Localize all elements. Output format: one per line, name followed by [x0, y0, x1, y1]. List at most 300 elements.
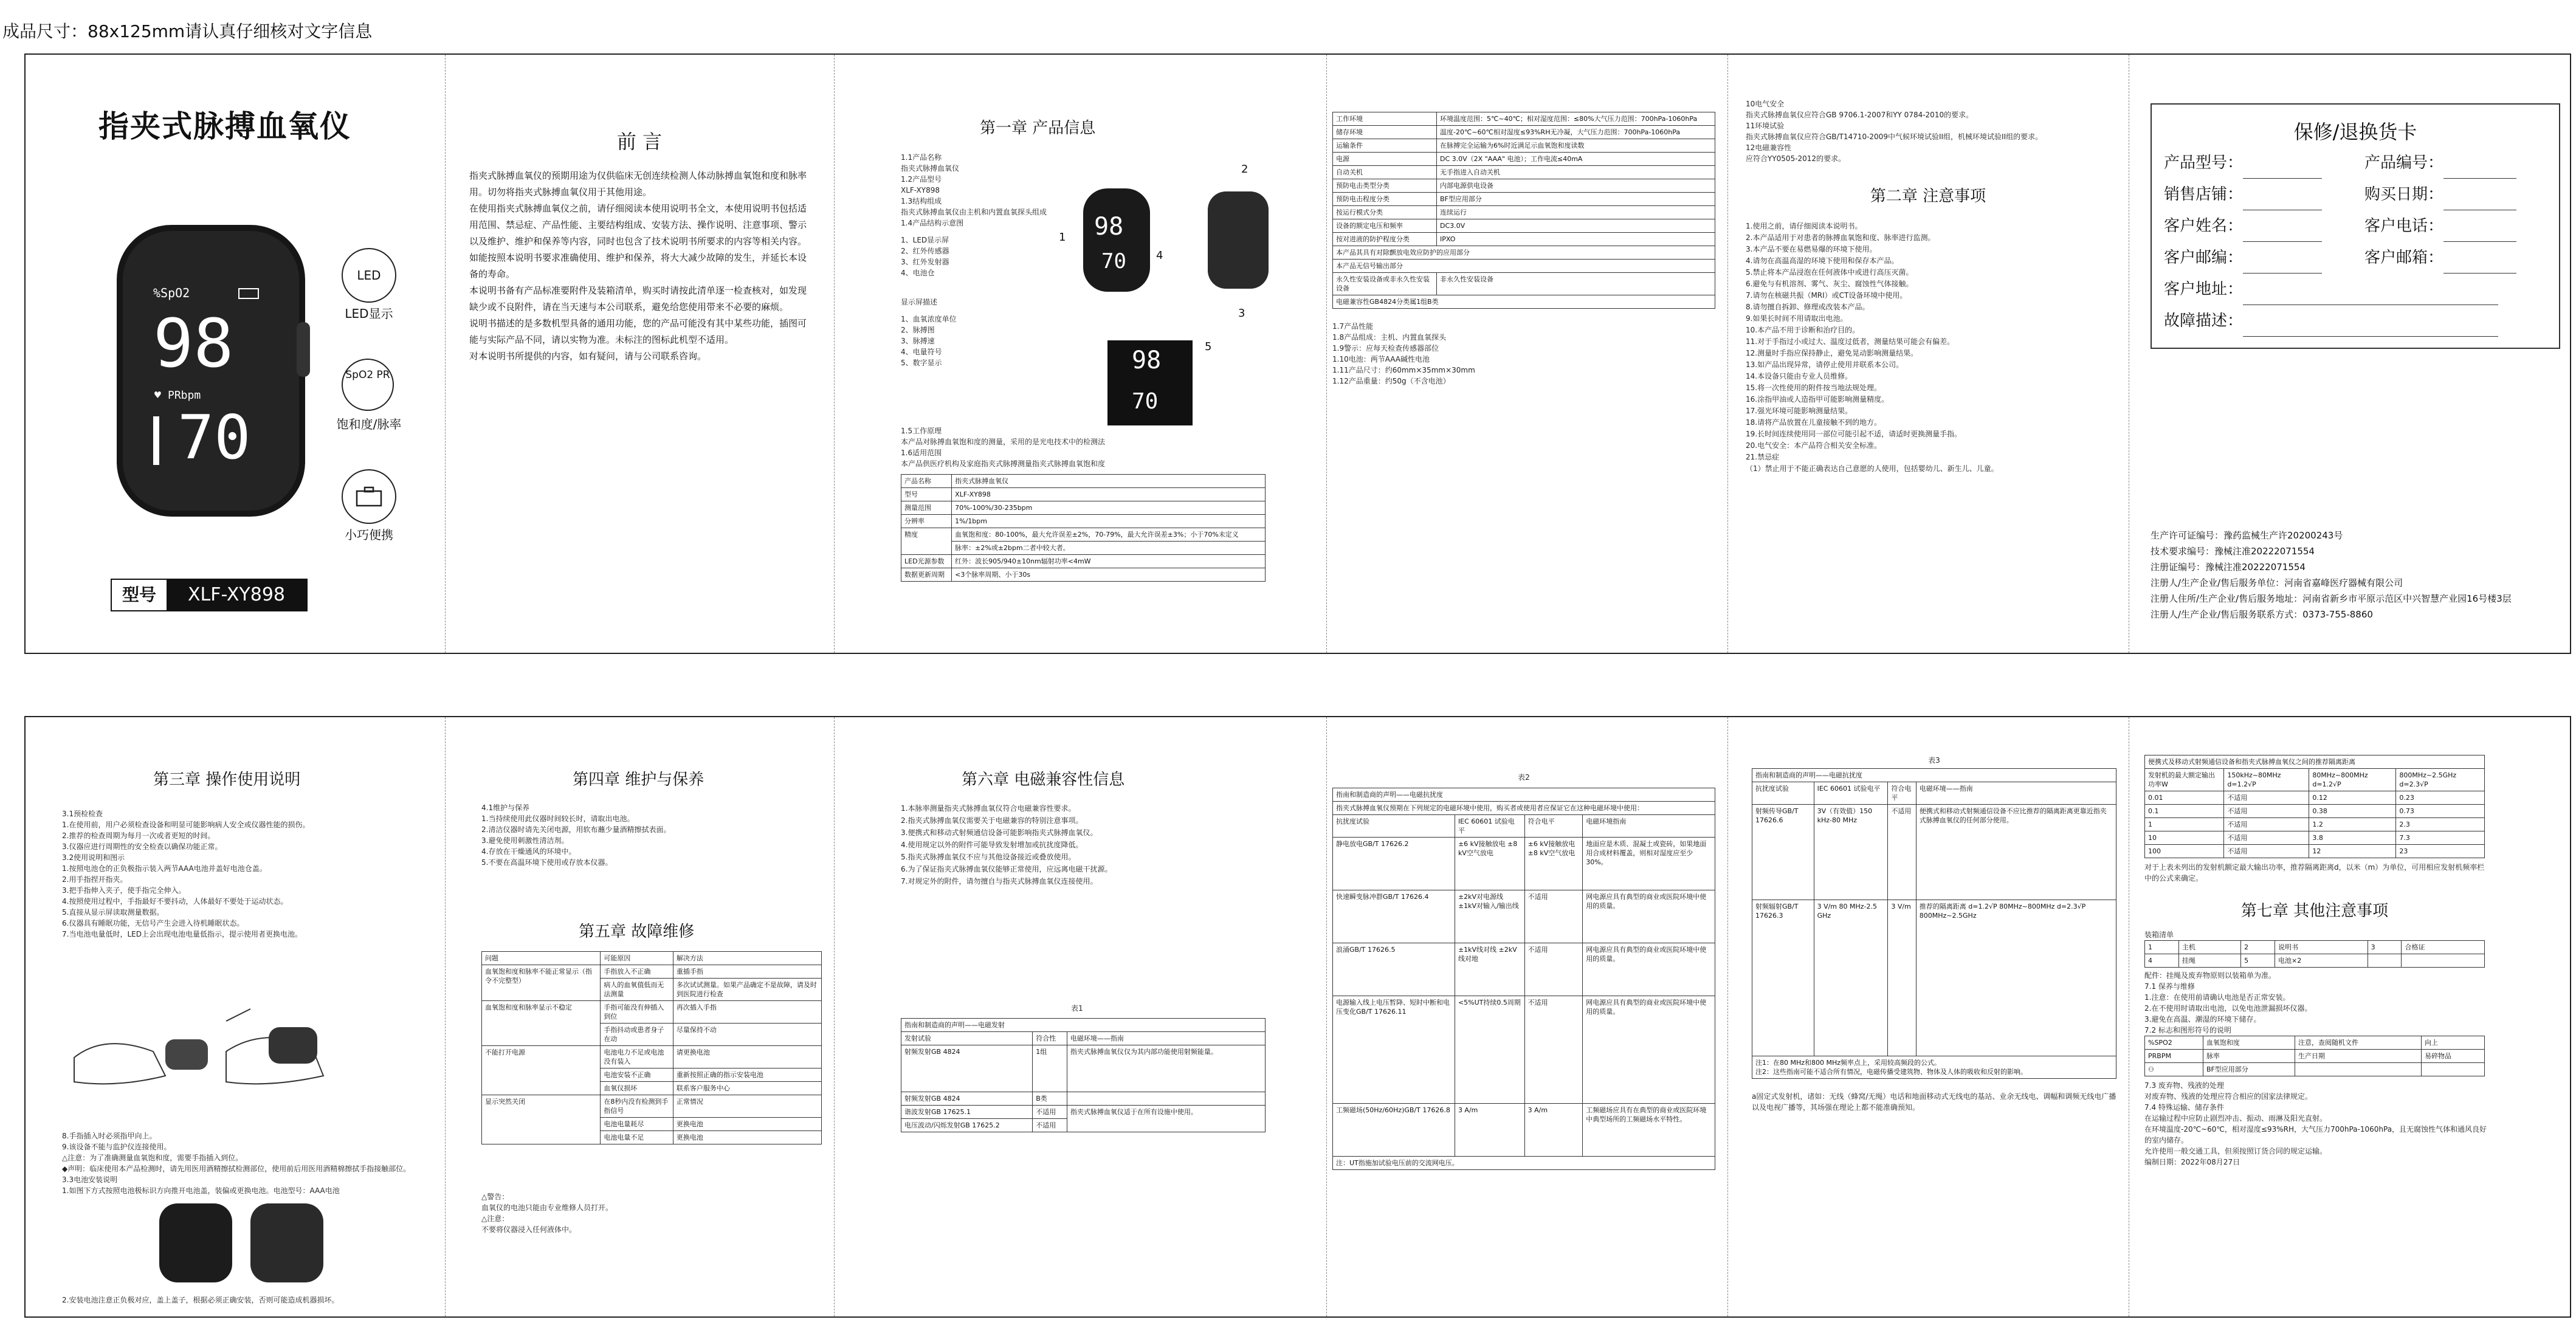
- table-cell: 无手指进入自动关机: [1437, 166, 1715, 179]
- table-row: [1333, 273, 1715, 295]
- cover-title: 指夹式脉搏血氧仪: [98, 109, 351, 144]
- table-cell: 2.3: [2396, 818, 2485, 831]
- table-cell: 射频传导GB/T 17626.6: [1752, 805, 1814, 900]
- ch7-item: 7.2 标志和图形符号的说明: [2144, 1026, 2231, 1034]
- table2-page: [1332, 772, 1715, 1307]
- spec-note: 1.9警示：应每天检查传感器部位: [1332, 344, 1439, 353]
- warranty-field: 客户地址：: [2164, 274, 2498, 305]
- note-item: 14.本设备只能由专业人员维修。: [1746, 372, 1853, 380]
- ch7-item: 配件：挂绳及废弃物原则以装箱单为准。: [2144, 971, 2276, 980]
- table-cell: <5%UT持续0.5周期: [1455, 996, 1524, 1104]
- table-cell: 设备的额定电压和频率: [1333, 219, 1437, 233]
- table-cell: <3个脉率周期、小于30s: [952, 568, 1266, 582]
- table-cell: [2421, 1063, 2484, 1076]
- table-cell: 静电放电GB/T 17626.2: [1333, 838, 1455, 890]
- battery-icon: [238, 288, 259, 299]
- table-cell: 便携式和移动式射频通信设备不应比推荐的隔离距离更靠近指夹式脉搏血氧仪的任何部分使用。: [1916, 805, 2116, 900]
- table-row: [901, 515, 1266, 528]
- table-cell: 推荐的隔离距离 d=1.2√P 80MHz~800MHz d=2.3√P 800MHz~2.5GHz: [1916, 900, 2116, 1056]
- table-cell: 0.38: [2309, 805, 2396, 818]
- chapter7-page: [2144, 755, 2564, 1314]
- table-row: [482, 952, 822, 965]
- preface-paragraph: 对本说明书所提供的内容，如有疑问，请与公司联系咨询。: [469, 351, 707, 362]
- spec-note: 1.7产品性能: [1332, 322, 1374, 331]
- table-cell: 0.73: [2396, 805, 2485, 818]
- ch7-item: 3.避免在高温、潮湿的环境下储存。: [2144, 1015, 2261, 1024]
- table-cell: 7.3: [2396, 831, 2485, 845]
- step: 7.当电池电量低时，LED上会出现电池电量低指示，提示使用者更换电池。: [62, 930, 302, 938]
- table-cell: 射频发射GB 4824: [901, 1092, 1033, 1106]
- table-cell: 注意，查阅随机文件: [2295, 1036, 2421, 1050]
- table-cell: 指南和制造商的声明——电磁抗扰度: [1333, 788, 1715, 802]
- table-cell: 脉率：±2%或±2bpm二者中较大者。: [952, 542, 1266, 555]
- table-cell: 1.2: [2309, 818, 2396, 831]
- table-row: [1333, 179, 1715, 193]
- step: 9.该设备不能与监护仪连接使用。: [62, 1143, 171, 1151]
- table-cell: 运输条件: [1333, 139, 1437, 153]
- table-cell: [1067, 1092, 1265, 1106]
- ch7-tail: 编制日期：2022年08月27日: [2144, 1158, 2240, 1166]
- chapter2-title: 第二章 注意事项: [1870, 187, 1986, 205]
- table-cell: 符合电平: [1888, 782, 1916, 805]
- heart-icon: ♥: [154, 389, 161, 402]
- step: △注意：为了准确测量血氧饱和度，需要手指插入到位。: [62, 1154, 243, 1162]
- table-row: [1333, 295, 1715, 309]
- model-box: [111, 579, 308, 611]
- table-row: [1333, 126, 1715, 139]
- table-cell: 自动关机: [1333, 166, 1437, 179]
- table3-note: 注1：在80 MHz和800 MHz频率点上，采用较高频段的公式。: [1755, 1059, 1941, 1067]
- table-cell: 主机: [2178, 941, 2240, 954]
- table-cell: 尽量保持不动: [673, 1024, 821, 1046]
- packing-title: 装箱清单: [2144, 931, 2174, 939]
- table-cell: 重插手指: [673, 965, 821, 979]
- table-cell: 指夹式脉搏血氧仪预期在下列规定的电磁环境中使用，购买者或使用者应保证它在这种电磁环境中使用：: [1333, 802, 1715, 815]
- table-cell: 23: [2396, 845, 2485, 858]
- table-row: [1333, 206, 1715, 219]
- table-cell: 注：UT指施加试验电压前的交流网电压。: [1333, 1157, 1715, 1170]
- ch1-line: 指夹式脉搏血氧仪由主机和内置血氧探头组成: [901, 208, 1047, 216]
- legend-item: 3、脉搏速: [901, 337, 935, 345]
- table-row: [1752, 805, 2116, 900]
- warranty-field: 客户邮编：: [2164, 242, 2498, 274]
- table-cell: 抗扰度试验: [1333, 815, 1455, 838]
- table-cell: 挂绳: [2178, 954, 2240, 968]
- emission-table: [901, 1018, 1266, 1132]
- table-cell: 发射试验: [901, 1032, 1033, 1045]
- callout-5: 5: [1205, 340, 1212, 353]
- table-cell: 不适用: [2224, 845, 2309, 858]
- spec-note: 1.11产品尺寸：约60mm×35mm×30mm: [1332, 366, 1475, 374]
- table-row: [901, 1019, 1266, 1032]
- table-cell: 在脉搏完全运输为6%时近满足示血氧饱和度读数: [1437, 139, 1715, 153]
- preface-page: [469, 55, 822, 653]
- ch1-desc: 本产品供医疗机构及家庭指夹式脉搏测量指夹式脉搏血氧饱和度: [901, 459, 1106, 468]
- table-row: [2145, 769, 2485, 791]
- ch7-tail: 对废弃物、残液的处理应符合相应的国家法律规定。: [2144, 1092, 2313, 1101]
- step: 3.仪器应进行周期性的安全检查以确保功能正常。: [62, 842, 222, 851]
- table-cell: 网电源应具有典型的商业或医院环境中使用的质量。: [1583, 996, 1715, 1104]
- bf-symbol-icon: ⚇: [2145, 1063, 2203, 1076]
- emc-item: 2.指夹式脉搏血氧仪需要关于电磁兼容的特别注意事项。: [901, 816, 1083, 825]
- chapter45-page: [481, 717, 828, 1316]
- table-cell: 1组: [1033, 1045, 1067, 1092]
- table1-title: 表1: [1071, 1004, 1083, 1013]
- note-item: 7.请勿在核磁共振（MRI）或CT设备环境中使用。: [1746, 291, 1907, 300]
- device-side-diagram: [1208, 191, 1269, 289]
- table-cell: 70%-100%/30-235bpm: [952, 501, 1266, 515]
- table-cell: ±6 kV接触放电 ±8 kV空气放电: [1524, 838, 1583, 890]
- header-note: 成品尺寸：88x125mm请认真仔细核对文字信息: [2, 21, 373, 41]
- ch7-item: 1.注意：在使用前请确认电池是否正常安装。: [2144, 993, 2290, 1002]
- table-row: [901, 475, 1266, 488]
- table-cell: 不适用: [2224, 831, 2309, 845]
- table-cell: 浪涌GB/T 17626.5: [1333, 943, 1455, 996]
- callout-1: 1: [1059, 231, 1066, 244]
- ch1-line: 1.3结构组成: [901, 197, 942, 205]
- table-cell: 在8秒内没有检测到手指信号: [601, 1095, 673, 1118]
- preface-title: 前 言: [616, 130, 663, 153]
- step: 3.1预检检查: [62, 810, 103, 818]
- maint-item: 5.不要在高温环境下使用或存放本仪器。: [481, 858, 613, 867]
- table-cell: 向上: [2421, 1036, 2484, 1050]
- table-cell: 不适用: [1524, 996, 1583, 1104]
- table-row: [482, 1001, 822, 1024]
- step: 1.在使用前，用户必须检查设备和明显可能影响病人安全或仪器性能的损伤。: [62, 821, 310, 829]
- note-item: 10.本产品不用于诊断和治疗目的。: [1746, 326, 1860, 334]
- chapter1-page: [901, 55, 1290, 653]
- table-cell: 型号: [901, 488, 952, 501]
- table-cell: ±2kV对电源线 ±1kV对输入/输出线: [1455, 890, 1524, 943]
- table-cell: 10: [2145, 831, 2224, 845]
- table-cell: 3 V/m: [1888, 900, 1916, 1056]
- warning-line: 不要将仪器浸入任何液体中。: [481, 1225, 577, 1234]
- chapter2-page: [1746, 98, 2110, 645]
- company-line: 注册人/生产企业/售后服务联系方式：0373-755-8860: [2151, 609, 2373, 620]
- spec-note: 1.10电池：两节AAA碱性电池: [1332, 355, 1430, 363]
- table-row: [901, 542, 1266, 555]
- table-cell: 血氧饱和度：80-100%，最大允许误差±2%，70-79%，最大允许误差±3%；小于70%未定义: [952, 528, 1266, 542]
- legend-item: 1、血氧浓度单位: [901, 315, 957, 323]
- table-row: [1333, 153, 1715, 166]
- table-cell: [2368, 954, 2402, 968]
- note-item: 8.请勿擅自拆卸、修理或改装本产品。: [1746, 303, 1870, 311]
- table-cell: 再次插入手指: [673, 1001, 821, 1024]
- table-cell: 储存环境: [1333, 126, 1437, 139]
- table-cell: 按运行模式分类: [1333, 206, 1437, 219]
- table-cell: 100: [2145, 845, 2224, 858]
- table-cell: 电源: [1333, 153, 1437, 166]
- legend-item: 4、电池仓: [901, 269, 935, 277]
- screen-pr-value: 70: [177, 402, 251, 473]
- model-label: 型号: [122, 585, 156, 605]
- table-cell: 血氧饱和度和脉率显示不稳定: [482, 1001, 601, 1046]
- table-cell: 精度: [901, 528, 952, 555]
- table-row: [901, 555, 1266, 568]
- table-cell: 1%/1bpm: [952, 515, 1266, 528]
- table-cell: 电源输入线上电压暂降、短时中断和电压变化GB/T 17626.11: [1333, 996, 1455, 1104]
- table-cell: 抗扰度试验: [1752, 782, 1814, 805]
- table-cell: IEC 60601 试验电平: [1455, 815, 1524, 838]
- table-cell: 解决方法: [673, 952, 821, 965]
- table-cell: 电池电量不足: [601, 1131, 673, 1144]
- table-cell: 电压波动/闪烁发射GB 17625.2: [901, 1119, 1033, 1132]
- step: 1.如图下方式按照电池极标识方向推开电池盖，装偏或更换电池。电池型号：AAA电池: [62, 1186, 340, 1195]
- table-row: [1333, 996, 1715, 1104]
- note-item: 2.本产品适用于对患者的脉搏血氧饱和度、脉率进行监测。: [1746, 233, 1935, 242]
- ch1-line: XLF-XY898: [901, 186, 940, 194]
- ch7-tail: 允许使用一般交通工具，但须按照订货合同的规定运输。: [2144, 1147, 2327, 1155]
- table-cell: 2: [2241, 941, 2275, 954]
- packing-table: [2144, 940, 2485, 968]
- note-item: 6.避免与有机溶剂、雾气、灰尘、腐蚀性气体接触。: [1746, 280, 1913, 288]
- table-row: [901, 568, 1266, 582]
- legend-item: 2、红外传感器: [901, 247, 949, 255]
- screen-pr-label: PRbpm: [168, 389, 201, 402]
- table-row: [1333, 815, 1715, 838]
- company-line: 生产许可证编号：豫药监械生产许20200243号: [2151, 530, 2343, 541]
- table-cell: 便携式及移动式射频通信设备和指夹式脉搏血氧仪之间的推荐隔离距离: [2145, 755, 2485, 769]
- table-row: [2145, 818, 2485, 831]
- table-cell: 3V（有效值）150 kHz-80 MHz: [1814, 805, 1888, 900]
- finger-insert-illustration: [68, 960, 336, 1118]
- table-row: [1333, 943, 1715, 996]
- legend-item: 5、数字显示: [901, 359, 942, 367]
- table-row: [1752, 900, 2116, 1056]
- table-cell: 请更换电池: [673, 1046, 821, 1068]
- table-cell: 问题: [482, 952, 601, 965]
- table3-paragraph: a固定式发射机，诸如：无线（蜂窝/无绳）电话和地面移动式无线电的基站、业余无线电、调幅和调频无线电广播以及电视广播等，其场强在理论上都不能准确预知。: [1752, 1092, 2116, 1112]
- rf-immunity-table: [1752, 768, 2116, 1079]
- table-cell: ±1kV线对线 ±2kV线对地: [1455, 943, 1524, 996]
- safety-line: 11环境试验: [1746, 122, 1785, 130]
- safety-line: 10电气安全: [1746, 100, 1785, 108]
- table-cell: 正常情况: [673, 1095, 821, 1118]
- table-cell: 快速瞬变脉冲群GB/T 17626.4: [1333, 890, 1455, 943]
- table-cell: 3 A/m: [1524, 1104, 1583, 1157]
- warranty-field: 销售店铺：: [2164, 179, 2498, 210]
- step: ◆声明：临床使用本产品检测时，请先用医用酒精擦拭检测部位，使用前后用医用酒精棉擦拭手指接触部位。: [62, 1165, 411, 1173]
- warranty-field: 客户邮箱：: [2364, 242, 2516, 274]
- table-cell: 指夹式脉搏血氧仪仅为其内部功能使用射频能量。: [1067, 1045, 1265, 1092]
- table-row: [2145, 941, 2485, 954]
- note-item: 17.强光环境可能影响测量结果。: [1746, 407, 1853, 415]
- table-cell: 谐波发射GB 17625.1: [901, 1106, 1033, 1119]
- screen-spo2-label: %SpO2: [153, 286, 190, 300]
- legend-item: 1、LED显示屏: [901, 236, 949, 244]
- table-cell: 内部电源供电设备: [1437, 179, 1715, 193]
- table-cell: 3.8: [2309, 831, 2396, 845]
- table-cell: 5: [2241, 954, 2275, 968]
- table-row: [1333, 193, 1715, 206]
- table-cell: 测量范围: [901, 501, 952, 515]
- chapter5-title: 第五章 故障维修: [579, 923, 695, 941]
- table-cell: 更换电池: [673, 1131, 821, 1144]
- step: 3.3电池安装说明: [62, 1175, 118, 1184]
- note-item: （1）禁止用于不能正确表达自己意愿的人使用，包括婴幼儿、新生儿、儿童。: [1746, 464, 1999, 473]
- note-item: 3.本产品不要在易燃易爆的环境下使用。: [1746, 245, 1877, 253]
- table-row: [1333, 788, 1715, 802]
- note-item: 18.请将产品放置在儿童接触不到的地方。: [1746, 418, 1882, 427]
- note-item: 21.禁忌症: [1746, 453, 1780, 461]
- product-spec-table: [901, 474, 1266, 582]
- table-cell: 更换电池: [673, 1118, 821, 1131]
- warranty-field: 产品型号：: [2164, 147, 2498, 179]
- table-row: [1333, 1104, 1715, 1157]
- table-cell: 不适用: [1033, 1106, 1067, 1119]
- ch7-tail: 在环境温度-20℃~60℃，相对湿度≤93%RH，大气压力700hPa-1060hPa，且无腐蚀性气体和通风良好的室内储存。: [2144, 1125, 2487, 1144]
- table-cell: 不能打开电源: [482, 1046, 601, 1095]
- table-row: [901, 1032, 1266, 1045]
- table-cell: 1: [2145, 818, 2224, 831]
- table-cell: 显示突然关闭: [482, 1095, 601, 1144]
- warranty-field: 产品编号：: [2364, 147, 2516, 179]
- ch1-line: 1.2产品型号: [901, 175, 942, 184]
- legend-item: 3、红外发射器: [901, 258, 949, 266]
- cover-page: [26, 55, 445, 653]
- table-cell: 工频磁场(50Hz/60Hz)GB/T 17626.8: [1333, 1104, 1455, 1157]
- table-row: [2145, 791, 2485, 805]
- table-row: [1752, 769, 2116, 782]
- display-diagram: 98 70: [1107, 340, 1193, 425]
- table-cell: 电磁环境——指南: [1916, 782, 2116, 805]
- table-cell: IEC 60601 试验电平: [1814, 782, 1888, 805]
- safety-line: 应符合YY0505-2012的要求。: [1746, 154, 1846, 163]
- table-cell: 电池×2: [2275, 954, 2368, 968]
- table-cell: 血氧饱和度: [2203, 1036, 2295, 1050]
- table-cell: 射频辐射GB/T 17626.3: [1752, 900, 1814, 1056]
- troubleshoot-table: [481, 951, 822, 1144]
- table-cell: 连续运行: [1437, 206, 1715, 219]
- table-cell: 1: [2145, 941, 2179, 954]
- table-cell: 血氧仪损坏: [601, 1082, 673, 1095]
- table2-title: 表2: [1518, 773, 1530, 782]
- note-item: 5.禁止将本产品浸泡在任何液体中或进行高压灭菌。: [1746, 268, 1913, 277]
- table-cell: 150kHz~80MHz d=1.2√P: [2224, 769, 2309, 791]
- table-cell: 温度-20℃~60℃相对湿度≤93%RH无冷凝，大气压力范围：700hPa-1060hPa: [1437, 126, 1715, 139]
- table-cell: BF型应用部分: [2203, 1063, 2295, 1076]
- chapter1-title: 第一章 产品信息: [980, 119, 1096, 137]
- table-row: [2145, 954, 2485, 968]
- table-cell: 非永久性安装设备: [1437, 273, 1715, 295]
- chapter3-page: [62, 717, 439, 1316]
- step: 1.按照电池仓的正负极指示装入两节AAA电池并盖好电池仓盖。: [62, 864, 267, 873]
- table-cell: 预防电击程度分类: [1333, 193, 1437, 206]
- table-row: [2145, 1036, 2485, 1050]
- table-cell: XLF-XY898: [952, 488, 1266, 501]
- table-row: [1333, 166, 1715, 179]
- table-cell: 多次试试测量。如果产品确定不是故障，请及时到医院进行检查: [673, 979, 821, 1001]
- warranty-field: 故障描述：: [2164, 305, 2498, 337]
- immunity-table: [1332, 788, 1715, 1170]
- table-cell: %SPO2: [2145, 1036, 2203, 1050]
- model-value: XLF-XY898: [167, 580, 306, 610]
- warranty-card: [2151, 103, 2560, 349]
- table-cell: 手指可能没有伸插入到位: [601, 1001, 673, 1024]
- table-cell: 指夹式脉搏血氧仪: [952, 475, 1266, 488]
- safety-line: 指夹式脉搏血氧仪应符合GB 9706.1-2007和YY 0784-2010的要求。: [1746, 111, 1974, 119]
- table-row: [1333, 1157, 1715, 1170]
- table-cell: 3 V/m 80 MHz-2.5 GHz: [1814, 900, 1888, 1056]
- step: 4.按照使用过程中，手指最好不要抖动，人体最好不要处于运动状态。: [62, 897, 288, 906]
- table-cell: 红外：波长905/940±10nm辐射功率<4mW: [952, 555, 1266, 568]
- maint-item: 2.清洁仪器时请先关闭电源，用软布蘸少量酒精擦拭表面。: [481, 825, 671, 834]
- step: 6.仪器具有睡眠功能，无信号产生会进入待机睡眠状态。: [62, 919, 244, 927]
- callout-3: 3: [1238, 307, 1245, 320]
- table-cell: 4: [2145, 954, 2179, 968]
- symbols-table: [2144, 1036, 2485, 1076]
- spec-note: 1.8产品组成：主机、内置血氧探头: [1332, 333, 1447, 342]
- table-cell: 0.1: [2145, 805, 2224, 818]
- table-cell: IPXO: [1437, 233, 1715, 246]
- step: 2.用手指捏开指夹。: [62, 875, 128, 884]
- maint-item: 1.当持续使用此仪器时间较长时，请取出电池。: [481, 814, 635, 823]
- table-row: [2145, 805, 2485, 818]
- table-cell: 说明书: [2275, 941, 2368, 954]
- ch7-tail: 7.4 特殊运输、储存条件: [2144, 1103, 2224, 1112]
- ch1-line: 1.1产品名称: [901, 153, 942, 162]
- table-cell: DC3.0V: [1437, 219, 1715, 233]
- warning-line: 血氧仪的电池只能由专业维修人员打开。: [481, 1203, 613, 1212]
- emc-item: 6.为了保证指夹式脉搏血氧仪能够正常使用，应远离电磁干扰源。: [901, 865, 1112, 873]
- table-cell: 网电源应具有典型的商业或医院环境中使用的质量。: [1583, 943, 1715, 996]
- table-cell: 0.23: [2396, 791, 2485, 805]
- ch7-tail: 在运输过程中应防止剧烈冲击、振动、雨淋及阳光直射。: [2144, 1114, 2327, 1123]
- table3-note: 注2：这些指南可能不适合所有情况，电磁传播受建筑物、物体及人体的吸收和反射的影响。: [1755, 1068, 2027, 1076]
- ch1-subtitle: 1.5工作原理: [901, 427, 942, 435]
- table-row: [1333, 838, 1715, 890]
- table-row: [901, 1045, 1266, 1092]
- step: 2.推荐的检查周期为每月一次或者更短的时间。: [62, 831, 215, 840]
- table-cell: 血氧饱和度和脉率不能正常显示（指令不完整型）: [482, 965, 601, 1001]
- chapter6-title: 第六章 电磁兼容性信息: [962, 771, 1125, 789]
- note-item: 9.如果长时间不用请取出电池。: [1746, 314, 1848, 323]
- table-row: [482, 1095, 822, 1118]
- table-cell: 可能原因: [601, 952, 673, 965]
- ch7-item: 2.在不使用时请取出电池，以免电池泄漏损坏仪器。: [2144, 1004, 2312, 1013]
- table-row: [2145, 845, 2485, 858]
- table-cell: 数据更新周期: [901, 568, 952, 582]
- device-image: [117, 225, 305, 517]
- table-cell: 指南和制造商的声明——电磁抗扰度: [1752, 769, 2116, 782]
- table-cell: 不适用: [2224, 791, 2309, 805]
- ch7-tail: 7.3 废弃物、残液的处理: [2144, 1081, 2224, 1090]
- pulse-bar: [153, 416, 159, 465]
- table-cell: 产品名称: [901, 475, 952, 488]
- table-cell: 不适用: [1033, 1119, 1067, 1132]
- table-cell: LED光源参数: [901, 555, 952, 568]
- note-item: 19.长时间连续使用同一部位可能引起不适，请适时更换测量手指。: [1746, 430, 1962, 438]
- company-line: 注册人住所/生产企业/售后服务地址：河南省新乡市平原示范区中兴智慧产业园16号楼3层: [2151, 593, 2512, 604]
- ch1-desc: 1.6适用范围: [901, 449, 942, 457]
- table-cell: 0.01: [2145, 791, 2224, 805]
- note-item: 11.对于手指过小或过大、温度过低者，测量结果可能会有偏差。: [1746, 337, 1955, 346]
- table-cell: [2295, 1063, 2421, 1076]
- preface-paragraph: 在使用指夹式脉搏血氧仪之前，请仔细阅读本使用说明书全文，本使用说明书包括适用范围、禁忌症、产品性能、主要结构组成、安装方法、操作说明、注意事项、警示以及维护、维护和保养等内容，同时也包含了技术说明书所要求的内容等相关内容。如能按照本说明书要求准确使用、维护和保养，将大大减少故障的发生，并延长本设备的寿命。: [469, 203, 807, 280]
- maint-item: 4.1维护与保养: [481, 803, 530, 812]
- table-cell: 工频磁场应具有在典型的商业或医院环境中典型场所的工频磁场水平特性。: [1583, 1104, 1715, 1157]
- table-cell: 12: [2309, 845, 2396, 858]
- legend-item: 4、电量符号: [901, 348, 942, 356]
- warning-line: △警告：: [481, 1192, 509, 1201]
- spo2-icon: SpO2 PR: [342, 359, 394, 411]
- table-cell: 不适用: [1524, 943, 1583, 996]
- note-item: 15.将一次性使用的附件按当地法规处理。: [1746, 384, 1882, 392]
- table-cell: 不适用: [2224, 818, 2309, 831]
- chapter6-page: [901, 717, 1290, 1316]
- table-row: [1333, 260, 1715, 273]
- step: 3.2使用说明和图示: [62, 853, 125, 862]
